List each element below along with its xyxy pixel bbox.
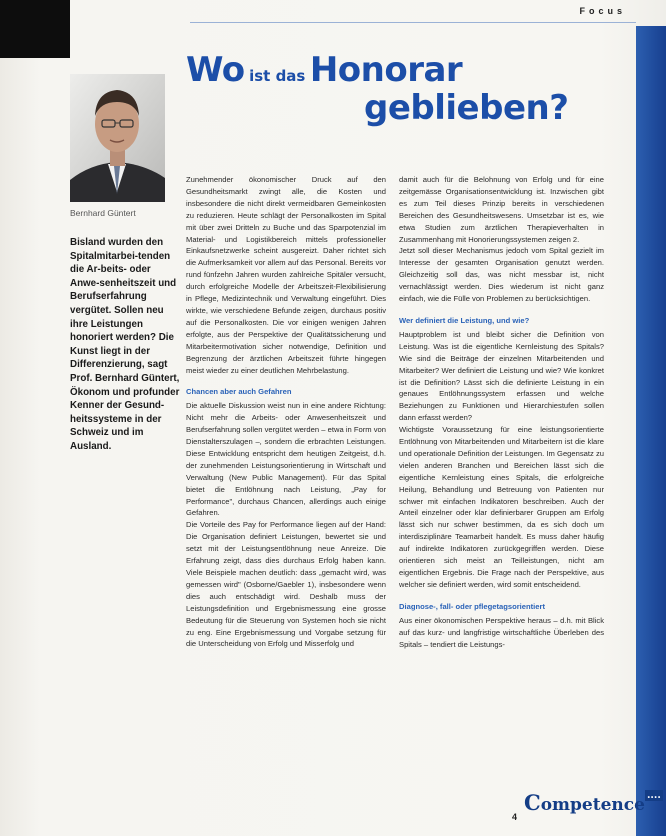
body-paragraph: damit auch für die Belohnung von Erfolg und für eine zeitgemässe Organisationsentwicklung ist. Inzwischen gibt es zum Teil dieses Prinzip bereits in verschiedenen Bereichen des Gesundheitswesens. Umsetzbar ist es, wie etwa Studien zum ärztlichen Therapieverhalten in Zusammenhang mit Honorierungssystemen zeigen 2.: [399, 175, 604, 244]
logo-letter-c: C: [524, 790, 541, 815]
body-paragraph: Jetzt soll dieser Mechanismus jedoch vom Spital gezielt im Interesse der gesamten Organisation genutzt werden. Gleichzeitig soll das, was nicht messbar ist, nicht vernachlässigt werden. Dies wiederum ist nicht ganz einfach, wie die Fülle von Problemen zu berücksichtigen.: [399, 246, 604, 304]
headline-word-ist-das: ist das: [249, 67, 306, 85]
competence-logo: [524, 790, 663, 815]
body-paragraph: Die Vorteile des Pay for Performance liegen auf der Hand: Die Organisation definiert Leistungen, bewertet sie und setzt mit der Leistungsentlöhnung neue Anreize. Die Erfahrung zeigt, dass dies durchaus Erfolg haben kann. Viele Beispiele machen deutlich: dass „gemacht wird, was gemessen wird" (Osborne/Gaebler 1), insbesondere wenn dies auch entschädigt wird. Deshalb muss der Leistungsdefinition und Ergebnismessung eine grosse Bedeutung für die Steuerung von Systemen hoch sie nicht zu eng. Eine Ergebnismessung und Vorgabe setzung für die Unterscheidung von Erfolg und Misserfolg und: [186, 520, 386, 649]
article-column-right: [399, 174, 604, 814]
headline-word-honorar: Honorar: [309, 50, 463, 90]
author-portrait: [70, 74, 165, 202]
corner-block: [0, 0, 70, 58]
headline-line-1: [186, 50, 462, 90]
body-paragraph: Wichtigste Voraussetzung für eine leistungsorientierte Entlöhnung von Mitarbeitenden und Mitarbeitern ist die klare und operationale Definition der Leistungen. Im Gegensatz zu vielen anderen Branchen und Bereichen lässt sich die eigentliche Kernleistung eines Spitals, die erfolgreiche Heilung, Behandlung und Betreuung von Patienten nur schwer mit einfachen Indikatoren beschreiben. Auch der Anteil einzelner oder klar definierbarer Gruppen am Erfolg lässt sich nur schwer bestimmen, da es sich doch um interdisziplinäre Teamarbeit handelt. Es muss daher häufig auf indirekte Indikatoren zurückgegriffen werden. Diese orientieren sich meist an Teilleistungen, nicht am eigentlichen Ergebnis. Die Frage nach der Perspektive, aus welcher sie definiert werden, wird somit entscheidend.: [399, 425, 604, 589]
headline-word-wo: Wo: [186, 50, 245, 90]
teaser-text: Bisland wurden den Spitalmitarbei-tenden die Ar-beits- oder Anwe-senheitszeit und Berufserfahrung vergütet. Sollen neu ihre Leistungen honoriert werden? Die Kunst liegt in der Differenzierung, sagt Prof. Bernhard Güntert, Ökonom und profunder Kenner der Gesund-heitssysteme in der Schweiz und im Ausland.: [70, 237, 180, 452]
subheading: Chancen aber auch Gefahren: [186, 387, 292, 397]
blue-side-bar: [636, 26, 666, 836]
body-paragraph: Die aktuelle Diskussion weist nun in eine andere Richtung: Nicht mehr die Arbeits- oder Anwesenheitszeit und Berufserfahrung sollen vergütet werden – etwa in Form von Dienstalterszulagen –, sondern die erbrachten Leistungen. Diese Entwicklung entspricht dem heutigen Zeitgeist, d.h. der zunehmenden Leistungsorientierung in Wirtschaft und Verwaltung (New Public Management). Für das Spital bietet die Entlöhnung nach Leistung, „Pay for Performance", durchaus Chancen, allerdings auch einige Gefahren.: [186, 401, 386, 518]
body-paragraph: Aus einer ökonomischen Perspektive heraus – d.h. mit Blick auf das kurz- und langfristige wirtschaftliche Überleben des Spitals – tendiert die Leistungs-: [399, 615, 604, 649]
body-paragraph: Zunehmender ökonomischer Druck auf den Gesundheitsmarkt zwingt alle, die Kosten und insbesondere die nicht direkt vermeidbaren Gemeinkosten zu reduzieren. Heute schlägt der Personalkosten im Spital mit über zwei Dritteln zu Buche und das Sparpotenzial im Material- und Logistikbereich mittels professioneller Einkaufsnetzwerke scheint ausgereizt. Daher richtet sich die Aufmerksamkeit vor allem auf das Personal. Bereits vor rund fünfzehn Jahren wurden zahlreiche Spitäler versucht, durch erfolgreiche Modelle der Arbeitszeit-Flexibilisierung in Pflege, Medizintechnik und Verwaltung eingeführt. Dies wirkte, wie verschiedene Befunde zeigen, durchaus positiv auf die Personalkosten. Die vor einigen wenigen Jahren erfolgte, aus der Perspektive der Qualitätssicherung und Mitarbeitermotivation sicher notwendige, Definition und Begrenzung der ärztlichen Arbeitszeit führte hingegen meist wieder zu einer deutlichen Mehrbelastung.: [186, 175, 386, 375]
headline: [186, 50, 586, 130]
photo-caption: Bernhard Güntert: [70, 208, 136, 218]
logo-word: ompetence: [540, 795, 645, 815]
header-rule: [190, 22, 636, 23]
subheading: Wer definiert die Leistung, und wie?: [399, 315, 530, 325]
headline-line-2: [364, 88, 568, 128]
headline-word-geblieben: geblieben?: [364, 88, 569, 128]
subheading: Diagnose-, fall- oder pflegetagsorientiert: [399, 601, 545, 611]
page-number: 4: [512, 812, 518, 822]
logo-dots: ....: [646, 790, 661, 801]
section-label: Focus: [579, 6, 626, 16]
body-paragraph: Hauptproblem ist und bleibt sicher die Definition von Leistung. Was ist die eigentliche Kernleistung des Spitals? Wie sind die Beiträge der einzelnen Mitarbeitenden und Mitarbeiter? Wer definiert die Leistung und wie? Wie konkret ist die Definition? Lässt sich die definierte Leistung in ein genaues Entlöhnungssystem erfassen und welche Beziehungen zu Funktionen und Hierarchiestufen sollen dann erfasst werden?: [399, 329, 604, 423]
article-column-middle: [186, 174, 386, 824]
